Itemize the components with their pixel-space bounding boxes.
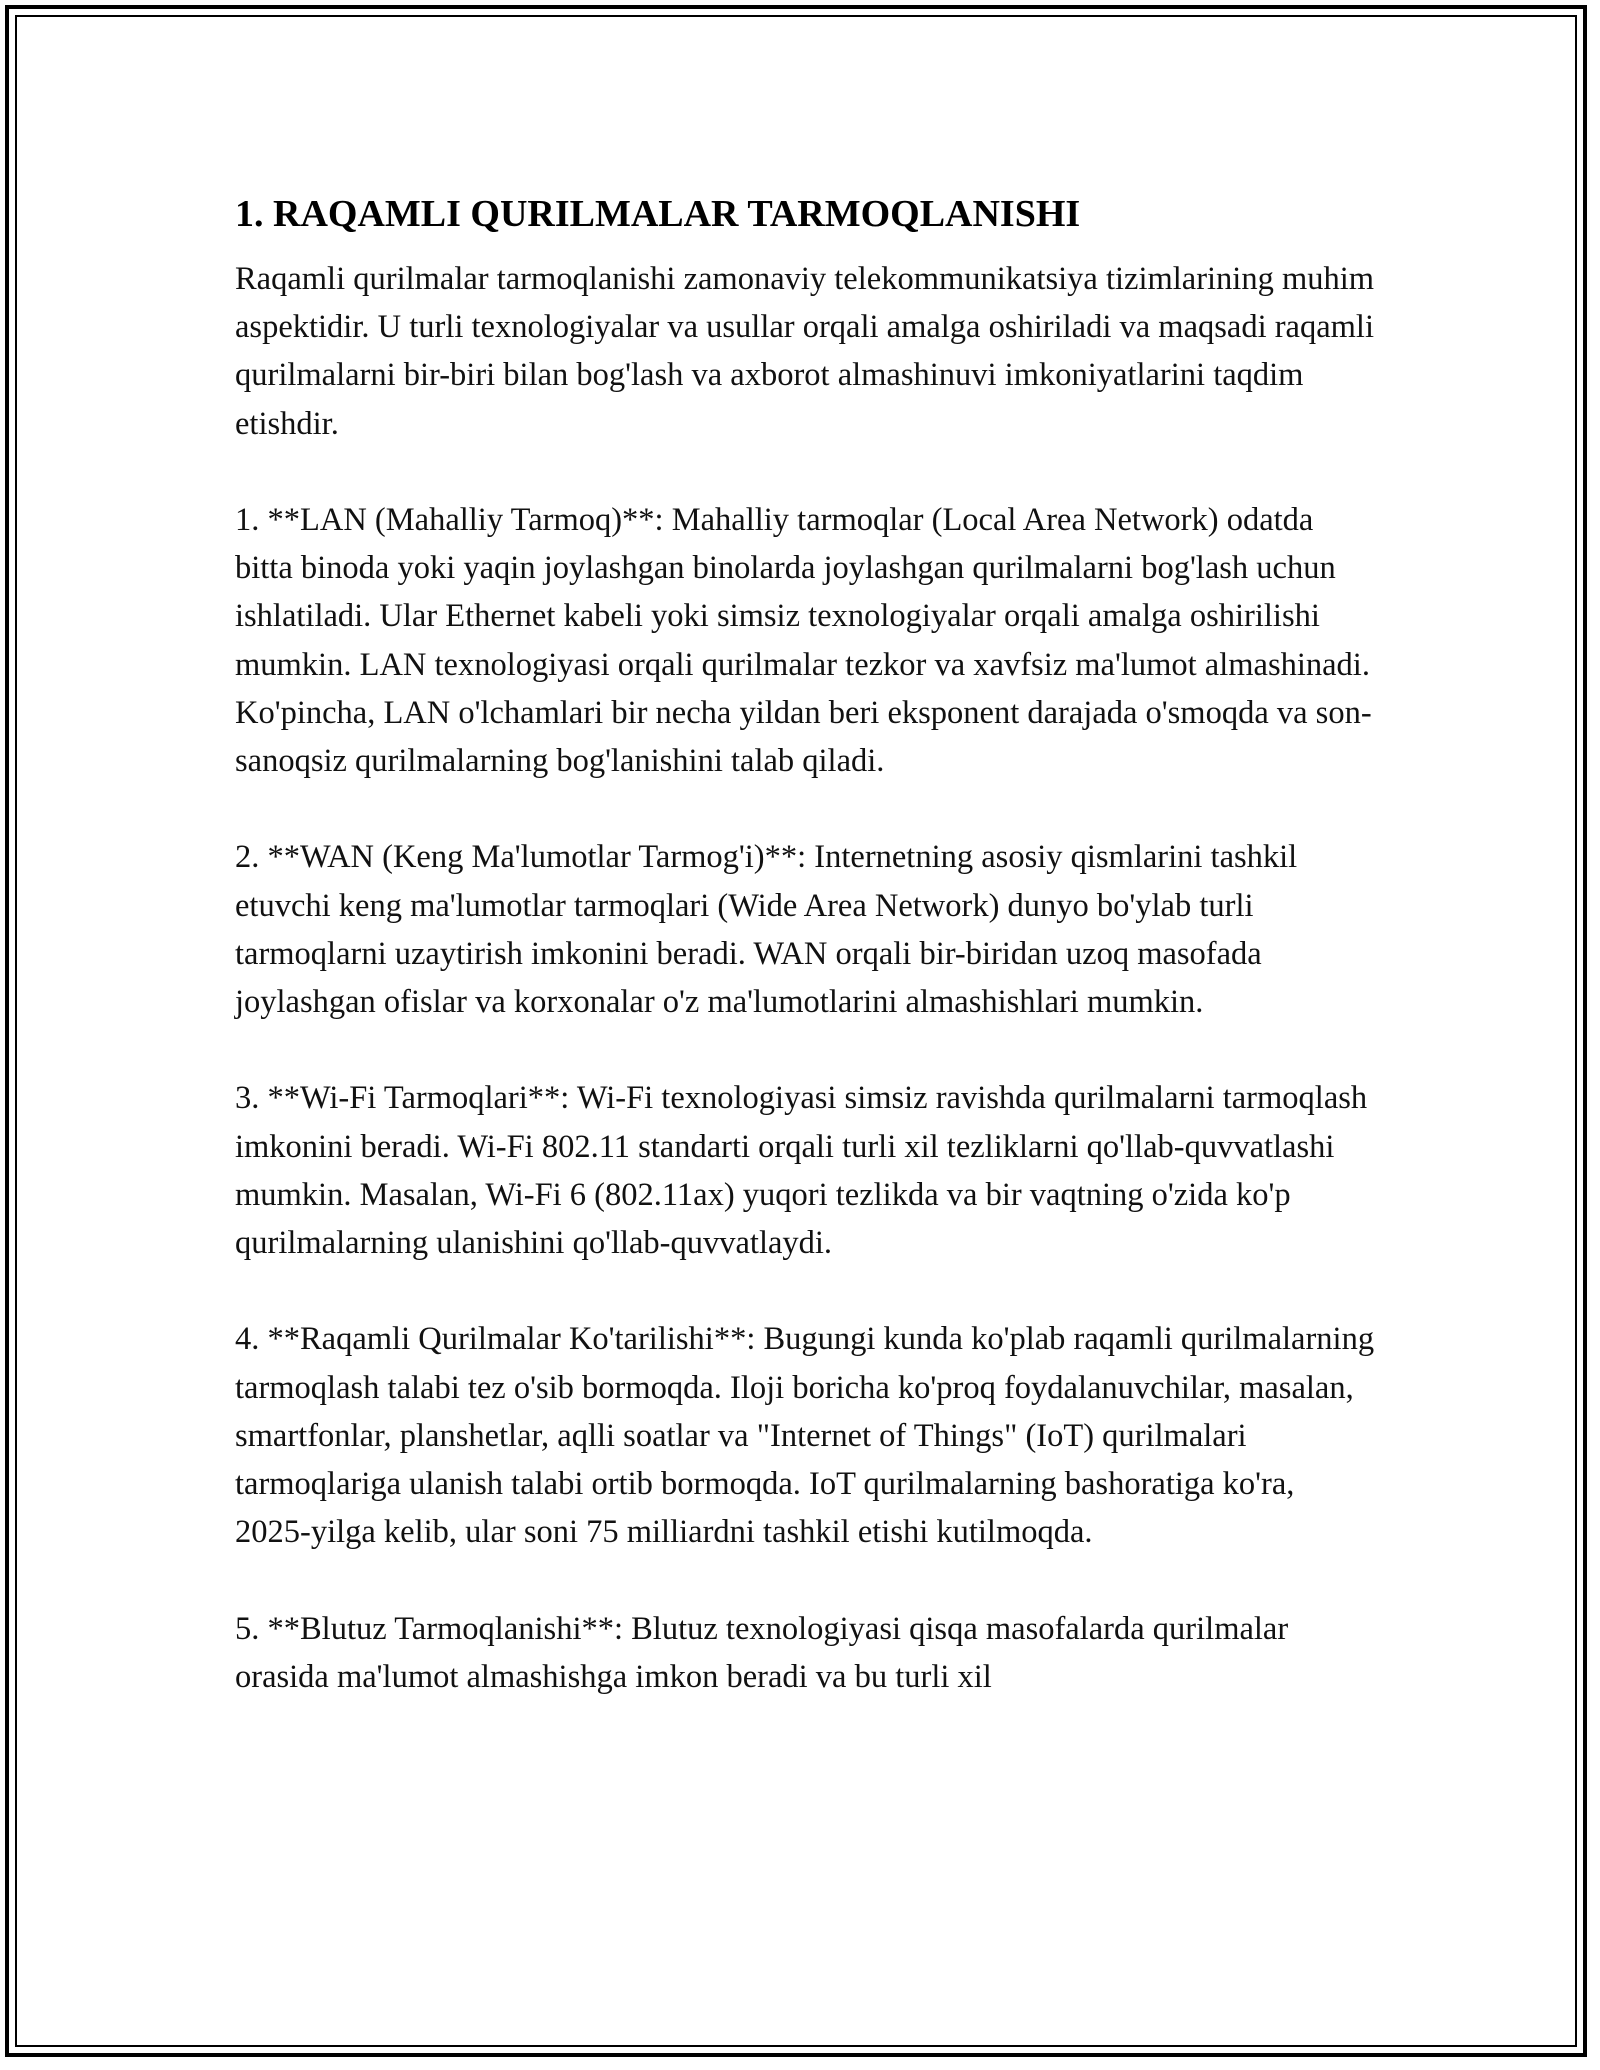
paragraph-digital-devices: 4. **Raqamli Qurilmalar Ko'tarilishi**: Bugungi kunda ko'plab raqamli qurilmalarning tarmoqlash talabi tez o'sib bormoqda. Iloji boricha ko'proq foydalanuvchilar, masalan, smartfonlar, planshetlar, aqlli soatlar va "Internet of Things" (IoT) qurilmalari tarmoqlariga ulanish talabi ortib bormoqda. IoT qurilmalarning bashoratiga ko'ra, 2025-yilga kelib, ular soni 75 milliardni tashkil etishi kutilmoqda. <box>235 1321 1375 1551</box>
paragraph-lan: 1. **LAN (Mahalliy Tarmoq)**: Mahalliy tarmoqlar (Local Area Network) odatda bitta binoda yoki yaqin joylashgan binolarda joylashgan qurilmalarni bog'lash uchun ishlatiladi. Ular Ethernet kabeli yoki simsiz texnologiyalar orqali amalga oshirilishi mumkin. LAN texnologiyasi orqali qurilmalar tezkor va xavfsiz ma'lumot almashinadi. Ko'pincha, LAN o'lchamlari bir necha yildan beri eksponent darajada o'smoqda va son-sanoqsiz qurilmalarning bog'lanishini talab qiladi. <box>235 502 1372 780</box>
section-title: 1. RAQAMLI QURILMALAR TARMOQLANISHI <box>235 193 1081 235</box>
intro-paragraph: Raqamli qurilmalar tarmoqlanishi zamonaviy telekommunikatsiya tizimlarining muhim aspektidir. U turli texnologiyalar va usullar orqali amalga oshiriladi va maqsadi raqamli qurilmalarni bir-biri bilan bog'lash va axborot almashinuvi imkoniyatlarini taqdim etishdir. <box>235 261 1375 442</box>
paragraph-wan: 2. **WAN (Keng Ma'lumotlar Tarmog'i)**: Internetning asosiy qismlarini tashkil etuvchi keng ma'lumotlar tarmoqlari (Wide Area Network) dunyo bo'ylab turli tarmoqlarni uzaytirish imkonini beradi. WAN orqali bir-biridan uzoq masofada joylashgan ofislar va korxonalar o'z ma'lumotlarini almashishlari mumkin. <box>235 839 1298 1021</box>
document-body <box>235 185 1375 1749</box>
paragraph-wifi: 3. **Wi-Fi Tarmoqlari**: Wi-Fi texnologiyasi simsiz ravishda qurilmalarni tarmoqlash imkonini beradi. Wi-Fi 802.11 standarti orqali turli xil tezliklarni qo'llab-quvvatlashi mumkin. Masalan, Wi-Fi 6 (802.11ax) yuqori tezlikda va bir vaqtning o'zida ko'p qurilmalarning ulanishini qo'llab-quvvatlaydi. <box>235 1080 1368 1262</box>
paragraph-bluetooth: 5. **Blutuz Tarmoqlanishi**: Blutuz texnologiyasi qisqa masofalarda qurilmalar orasida ma'lumot almashishga imkon beradi va bu turli xil <box>235 1610 1289 1695</box>
